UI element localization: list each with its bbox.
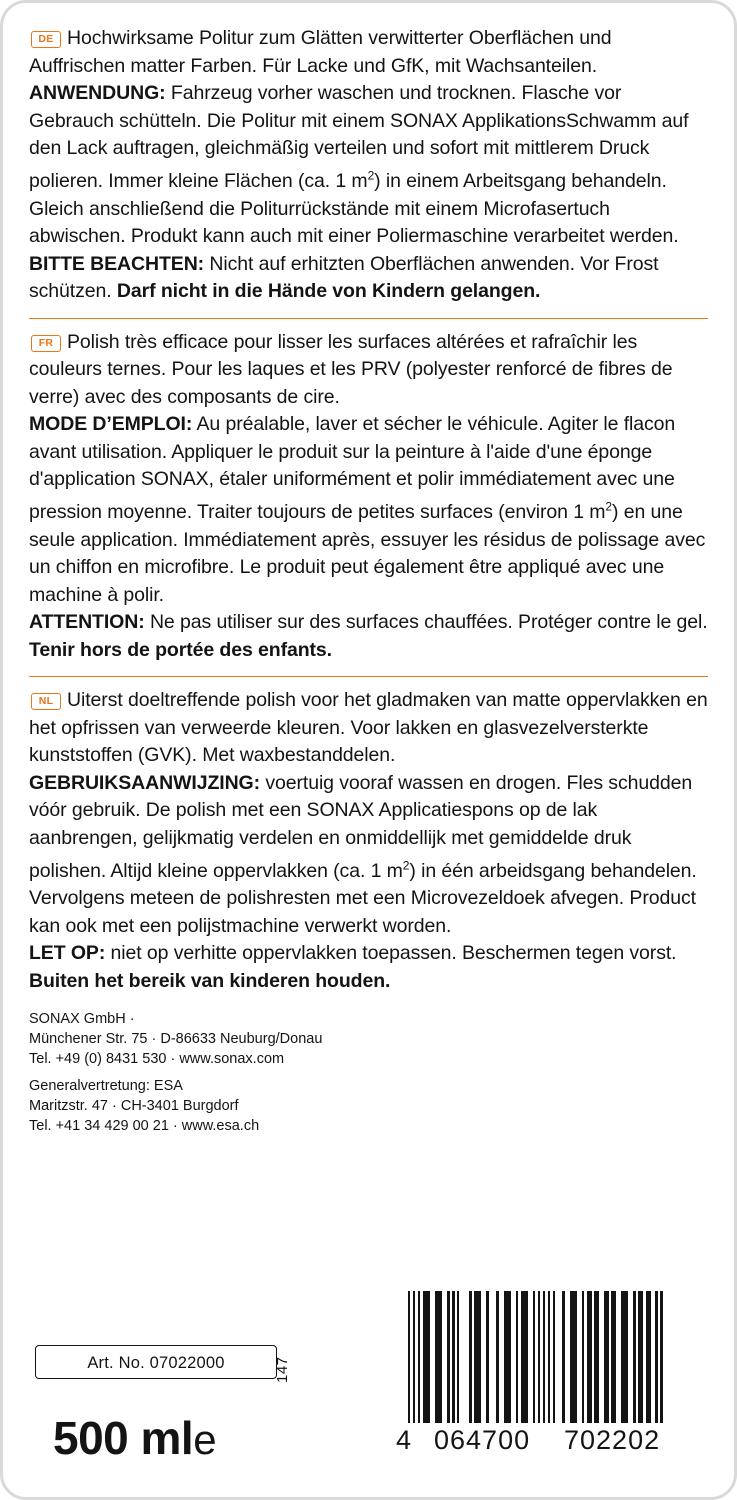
intro-text-nl: Uiterst doeltreffende polish voor het gladmaken van matte oppervlakken en het opfrissen van verweerde kleuren. Voor lakken en glasvezelversterkte kunststoffen (GVK). Met waxbestanddelen. [29, 689, 708, 766]
language-block-de [29, 25, 708, 306]
barcode-area [386, 1277, 708, 1473]
usage-text-nl: voertuig vooraf wassen en drogen. Fles schudden vóór gebruik. De polish met een SONAX Applicatiespons op de lak aanbrengen, gelijkmatig verdelen en onmiddellijk met gemiddelde druk polishen. Altijd kleine oppervlakken (ca. 1 $m^2$) in één arbeidsgang behandelen. Vervolgens meteen de polishresten met een Microvezeldoek afvegen. Product kan ook met een polijstmachine verwerkt worden. [29, 771, 697, 937]
divider-de-fr [29, 318, 708, 319]
distributor-line-2: Maritzstr. 47 · CH-3401 Burgdorf [29, 1098, 239, 1114]
flag-nl-icon: NL [31, 693, 61, 710]
manufacturer-line-2: Münchener Str. 75 · D-86633 Neuburg/Donau [29, 1031, 323, 1047]
footer-addresses [29, 1009, 708, 1136]
flag-fr-icon: FR [31, 335, 61, 352]
barcode-digit-group-2: 064700 [434, 1425, 531, 1455]
notice-paragraph-nl [29, 940, 708, 968]
distributor-line-3: Tel. +41 34 429 00 21 · www.esa.ch [29, 1118, 260, 1134]
usage-heading-nl: GEBRUIKSAANWIJZING: [29, 771, 261, 794]
warning-text-de: Darf nicht in die Hände von Kindern gelangen. [116, 280, 541, 302]
intro-text-de: Hochwirksame Politur zum Glätten verwitterter Oberflächen und Auffrischen matter Farben. Für Lacke und GfK, mit Wachsanteilen. [29, 27, 612, 77]
notice-paragraph-de [29, 251, 708, 306]
barcode-digit-group-1: 4 [396, 1425, 413, 1455]
usage-heading-de: ANWENDUNG: [29, 82, 166, 104]
notice-text-de: Nicht auf erhitzten Oberflächen anwenden. Vor Frost schützen. [29, 252, 659, 302]
notice-text-nl: niet op verhitte oppervlakken toepassen. Beschermen tegen vorst. [110, 942, 677, 964]
volume-text [53, 1413, 216, 1465]
usage-heading-fr: MODE D’EMPLOI: [29, 413, 193, 435]
language-block-fr [29, 329, 708, 665]
article-number-box: Art. No. 07022000 [35, 1345, 277, 1379]
warning-text-fr: Tenir hors de portée des enfants. [29, 638, 332, 661]
notice-heading-de: BITTE BEACHTEN: [29, 252, 205, 275]
label-bottom-area [29, 1249, 708, 1479]
side-code: 147 [274, 1356, 291, 1383]
notice-heading-nl: LET OP: [29, 942, 106, 964]
flag-de-icon: DE [31, 31, 61, 48]
notice-heading-fr: ATTENTION: [29, 611, 145, 633]
manufacturer-line-3: Tel. +49 (0) 8431 530 · www.sonax.com [29, 1051, 285, 1067]
estimated-sign: e [193, 1416, 217, 1463]
manufacturer-line-1: SONAX GmbH · [29, 1011, 135, 1027]
distributor-line-1: Generalvertretung: ESA [29, 1078, 183, 1094]
notice-paragraph-fr [29, 609, 708, 664]
language-block-nl [29, 687, 708, 995]
usage-paragraph-fr [29, 411, 708, 609]
usage-paragraph-nl [29, 770, 708, 941]
usage-text-fr: Au préalable, laver et sécher le véhicule. Agiter le flacon avant utilisation. Appliquer le produit sur la peinture à l'aide d'une éponge d'application SONAX, étaler uniformément et polir immédiatement avec une pression moyenne. Traiter toujours de petites surfaces (environ 1 $m^2$) en une seule application. Immédiatement après, essuyer les résidus de polissage avec un chiffon en microfibre. Le produit peut également être appliqué avec une machine à polir. [29, 413, 706, 606]
intro-text-fr: Polish très efficace pour lisser les surfaces altérées et rafraîchir les couleurs ternes. Pour les laques et les PRV (polyester renforcé de fibres de verre) avec des composants de cire. [29, 330, 673, 408]
usage-paragraph-de [29, 80, 708, 251]
warning-text-nl: Buiten het bereik van kinderen houden. [29, 969, 391, 992]
divider-fr-nl [29, 676, 708, 677]
volume-value: 500 ml [53, 1412, 194, 1464]
notice-text-fr: Ne pas utiliser sur des surfaces chauffées. Protéger contre le gel. [149, 611, 708, 633]
barcode-digit-group-3: 702202 [564, 1425, 661, 1455]
barcode-bars [408, 1291, 686, 1423]
usage-text-de: Fahrzeug vorher waschen und trocknen. Flasche vor Gebrauch schütteln. Die Politur mit einem SONAX ApplikationsSchwamm auf den Lack auftragen, gleichmäßig verteilen und sofort mit mittlerem Druck polieren. Immer kleine Flächen (ca. 1 $m^2$) in einem Arbeitsgang behandeln. Gleich anschließend die Politurrückstände mit einem Microfasertuch abwischen. Produkt kann auch mit einer Poliermaschine verarbeitet werden. [29, 82, 689, 247]
